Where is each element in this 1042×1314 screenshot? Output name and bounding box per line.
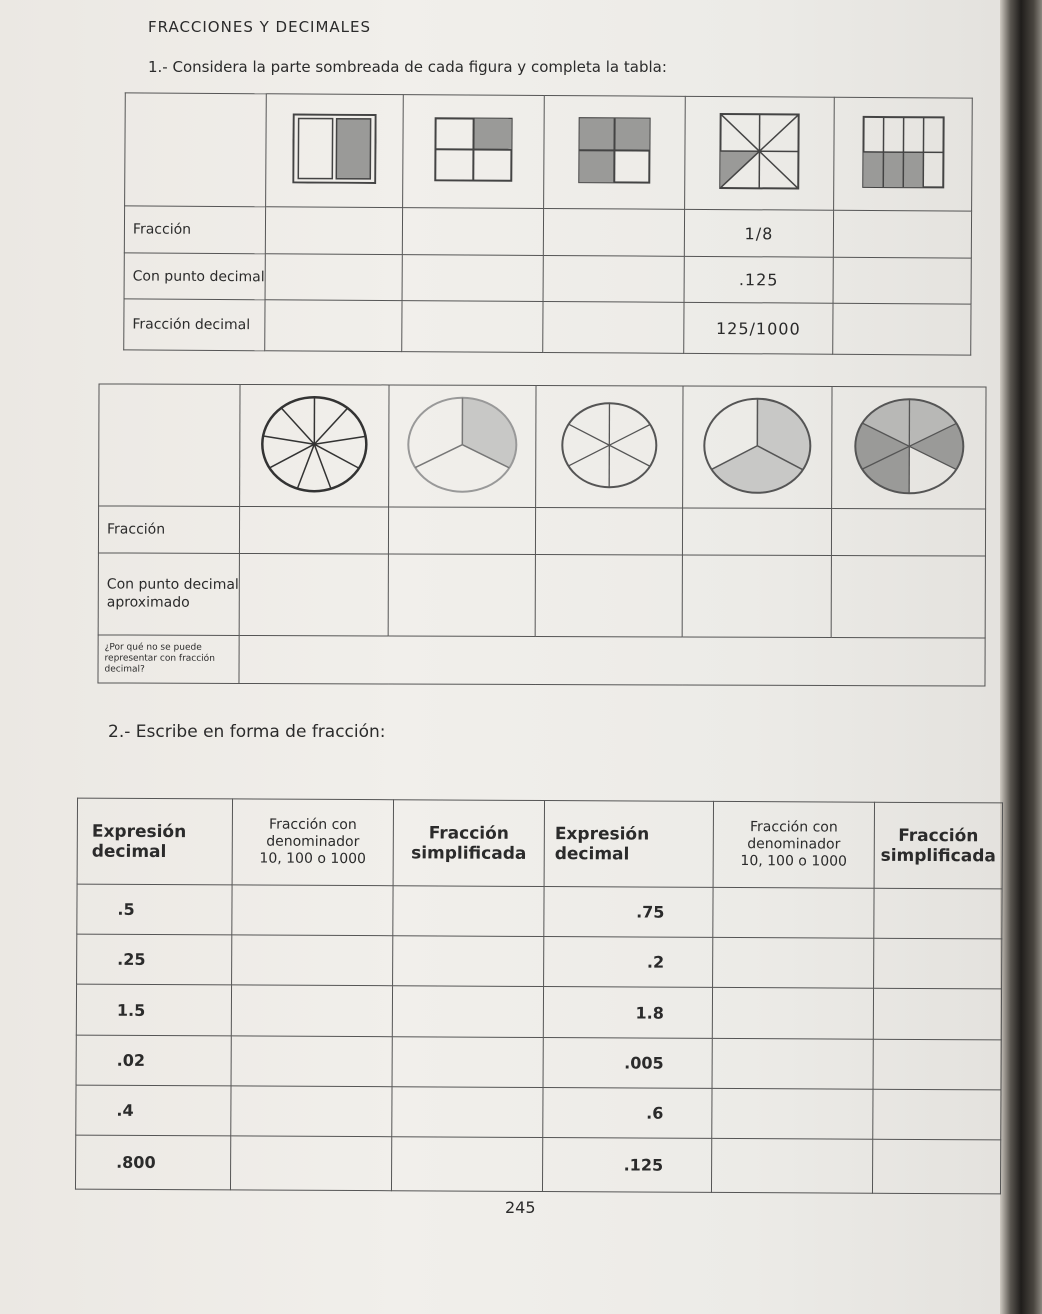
decimal-right: .125 bbox=[542, 1137, 711, 1192]
table-row bbox=[76, 1085, 1001, 1140]
shape-square-quarters bbox=[403, 95, 545, 209]
answer-cell[interactable] bbox=[265, 207, 402, 254]
header-den-values: 10, 100 o 1000 bbox=[259, 850, 367, 868]
table-row bbox=[76, 985, 1001, 1040]
answer-cell[interactable] bbox=[231, 985, 392, 1036]
decimal-right: .2 bbox=[544, 937, 713, 988]
answer-cell[interactable] bbox=[713, 888, 874, 939]
answer-cell[interactable] bbox=[231, 1035, 392, 1086]
answer-cell[interactable] bbox=[265, 254, 402, 301]
decimal-left: .800 bbox=[75, 1135, 230, 1190]
answer-cell[interactable] bbox=[874, 888, 1002, 939]
answer-cell[interactable] bbox=[831, 509, 985, 556]
shape-rect-eighths bbox=[834, 97, 973, 211]
decimal-left: .02 bbox=[76, 1035, 231, 1086]
answer-cell[interactable] bbox=[543, 255, 684, 302]
answer-cell[interactable] bbox=[239, 553, 388, 636]
answer-cell[interactable] bbox=[682, 555, 831, 638]
answer-cell[interactable] bbox=[230, 1136, 391, 1191]
answer-cell[interactable] bbox=[393, 936, 544, 987]
instruction-1: 1.- Considera la parte sombreada de cada figura y completa la tabla: bbox=[148, 58, 667, 76]
row-label-why-question: ¿Por qué no se puede representar con fracción decimal? bbox=[98, 635, 239, 684]
answer-cell[interactable] bbox=[713, 938, 874, 989]
answer-cell[interactable] bbox=[232, 885, 393, 936]
answer-cell[interactable] bbox=[873, 989, 1001, 1040]
shape-circle-thirds-2 bbox=[683, 386, 832, 509]
answer-cell[interactable] bbox=[831, 555, 985, 638]
page-title: FRACCIONES Y DECIMALES bbox=[148, 18, 372, 36]
answer-cell[interactable] bbox=[393, 886, 544, 937]
answer-cell[interactable] bbox=[682, 508, 831, 555]
header-den-values: 10, 100 o 1000 bbox=[740, 853, 848, 870]
page-edge bbox=[1000, 0, 1042, 1314]
corner-cell bbox=[125, 93, 267, 207]
answer-cell[interactable] bbox=[239, 507, 388, 554]
decimal-right: 1.8 bbox=[543, 987, 712, 1038]
value-fraction: 1/8 bbox=[684, 210, 833, 257]
header-frac-den-text: Fracción con denominador bbox=[747, 819, 841, 853]
decimal-left: .25 bbox=[77, 934, 232, 985]
answer-cell[interactable] bbox=[543, 209, 684, 256]
table-row bbox=[77, 884, 1002, 939]
answer-cell[interactable] bbox=[388, 554, 535, 637]
row-label-decimal-fraction: Fracción decimal bbox=[124, 299, 265, 350]
answer-cell[interactable] bbox=[402, 301, 543, 352]
shape-rect-halves bbox=[266, 94, 404, 208]
table-row bbox=[75, 1135, 1000, 1194]
answer-cell[interactable] bbox=[535, 508, 682, 555]
answer-cell-wide[interactable] bbox=[239, 635, 985, 686]
answer-cell[interactable] bbox=[232, 935, 393, 986]
table-row bbox=[77, 934, 1002, 989]
answer-cell[interactable] bbox=[392, 1036, 543, 1087]
answer-cell[interactable] bbox=[712, 1088, 873, 1139]
decimal-right: .6 bbox=[543, 1087, 712, 1138]
page-number: 245 bbox=[505, 1198, 536, 1217]
decimal-fraction-table bbox=[75, 798, 1003, 1195]
answer-cell[interactable] bbox=[265, 300, 402, 351]
decimal-left: .4 bbox=[76, 1085, 231, 1136]
row-label-decimal: Con punto decimal bbox=[124, 253, 265, 300]
header-expr-right: Expresión decimal bbox=[544, 801, 713, 888]
answer-cell[interactable] bbox=[535, 554, 682, 637]
value-decimal: .125 bbox=[684, 256, 833, 303]
answer-cell[interactable] bbox=[872, 1139, 1000, 1194]
shape-circle-thirds bbox=[389, 385, 536, 508]
answer-cell[interactable] bbox=[873, 1089, 1001, 1140]
answer-cell[interactable] bbox=[711, 1138, 872, 1193]
shape-square-quarters-2 bbox=[544, 95, 686, 209]
answer-cell[interactable] bbox=[391, 1137, 542, 1192]
answer-cell[interactable] bbox=[388, 507, 535, 554]
answer-cell[interactable] bbox=[833, 257, 971, 304]
answer-cell[interactable] bbox=[543, 302, 684, 353]
header-frac-den-right bbox=[713, 801, 874, 888]
shape-square-eighths bbox=[685, 96, 835, 210]
value-decimal-fraction: 125/1000 bbox=[684, 303, 833, 355]
answer-cell[interactable] bbox=[231, 1086, 392, 1137]
answer-cell[interactable] bbox=[392, 986, 543, 1037]
instruction-2: 2.- Escribe en forma de fracción: bbox=[108, 722, 386, 742]
shape-circle-sixths bbox=[536, 385, 683, 508]
header-frac-den-left bbox=[232, 799, 393, 886]
answer-cell[interactable] bbox=[712, 1038, 873, 1089]
header-expr-left: Expresión decimal bbox=[77, 798, 232, 885]
answer-cell[interactable] bbox=[833, 211, 971, 258]
corner-cell bbox=[99, 384, 240, 507]
header-simplified-left: Fracción simplificada bbox=[393, 800, 544, 887]
header-simplified-right: Fracción simplificada bbox=[874, 802, 1002, 889]
answer-cell[interactable] bbox=[712, 988, 873, 1039]
shape-circle-ninths bbox=[240, 384, 389, 507]
shapes-table-1 bbox=[123, 92, 973, 355]
answer-cell[interactable] bbox=[402, 208, 543, 255]
decimal-left: 1.5 bbox=[76, 985, 231, 1036]
answer-cell[interactable] bbox=[392, 1086, 543, 1137]
header-frac-den-text: Fracción con denominador bbox=[266, 816, 360, 851]
answer-cell[interactable] bbox=[402, 254, 543, 301]
answer-cell[interactable] bbox=[833, 304, 971, 355]
row-label-fraction: Fracción bbox=[124, 206, 265, 253]
shape-circle-sixths-2 bbox=[832, 387, 986, 510]
table-row bbox=[76, 1035, 1001, 1090]
answer-cell[interactable] bbox=[874, 939, 1002, 990]
row-label-fraction-2: Fracción bbox=[98, 506, 239, 553]
row-label-approx-decimal: Con punto decimal aproximado bbox=[98, 552, 239, 635]
decimal-left: .5 bbox=[77, 884, 232, 935]
decimal-right: .75 bbox=[544, 887, 713, 938]
answer-cell[interactable] bbox=[873, 1039, 1001, 1090]
shapes-table-2 bbox=[97, 383, 986, 686]
decimal-right: .005 bbox=[543, 1037, 712, 1088]
